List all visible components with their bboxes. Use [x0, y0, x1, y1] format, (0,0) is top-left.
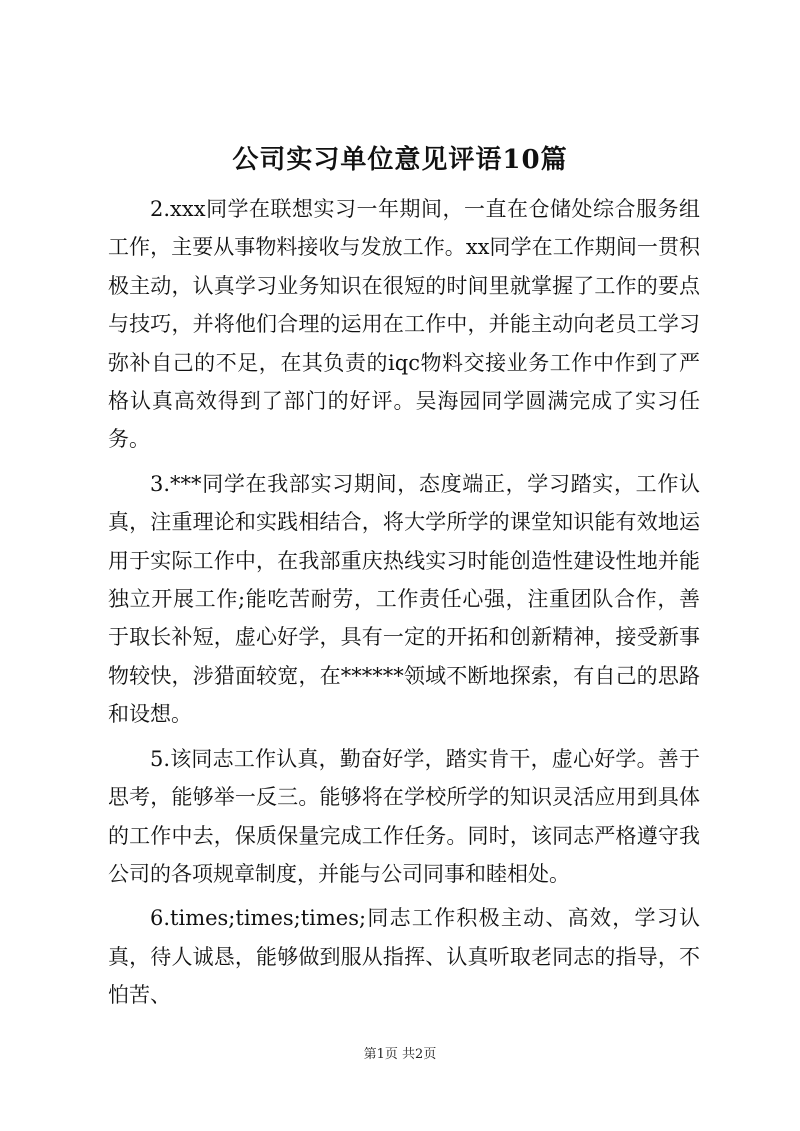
- document-title: 公司实习单位意见评语10篇: [232, 145, 568, 175]
- paragraph-2: 2.xxx同学在联想实习一年期间，一直在仓储处综合服务组工作，主要从事物料接收与发放工作。xx同学在工作期间一贯积极主动，认真学习业务知识在很短的时间里就掌握了工作的要点与技巧，并将他们合理的运用在工作中，并能主动向老员工学习弥补自己的不足，在其负责的iqc物料交接业务工作中作到了严格认真高效得到了部门的好评。吴海园同学圆满完成了实习任务。: [108, 197, 700, 452]
- page-footer: 第1页 共2页: [363, 1047, 437, 1062]
- paragraph-6: 6.times;times;times;同志工作积极主动、高效，学习认真，待人诚恳，能够做到服从指挥、认真听取老同志的指导，不怕苦、: [108, 906, 700, 1008]
- document-body: [108, 190, 700, 1021]
- paragraph-3: 3.***同学在我部实习期间，态度端正，学习踏实，工作认真，注重理论和实践相结合，将大学所学的课堂知识能有效地运用于实际工作中，在我部重庆热线实习时能创造性建设性地并能独立开展工作;能吃苦耐劳，工作责任心强，注重团队合作，善于取长补短，虚心好学，具有一定的开拓和创新精神，接受新事物较快，涉猎面较宽，在******领域不断地探索，有自己的思路和设想。: [108, 471, 700, 727]
- paragraph-5: 5.该同志工作认真，勤奋好学，踏实肯干，虚心好学。善于思考，能够举一反三。能够将在学校所学的知识灵活应用到具体的工作中去，保质保量完成工作任务。同时，该同志严格遵守我公司的各项规章制度，并能与公司同事和睦相处。: [108, 746, 700, 886]
